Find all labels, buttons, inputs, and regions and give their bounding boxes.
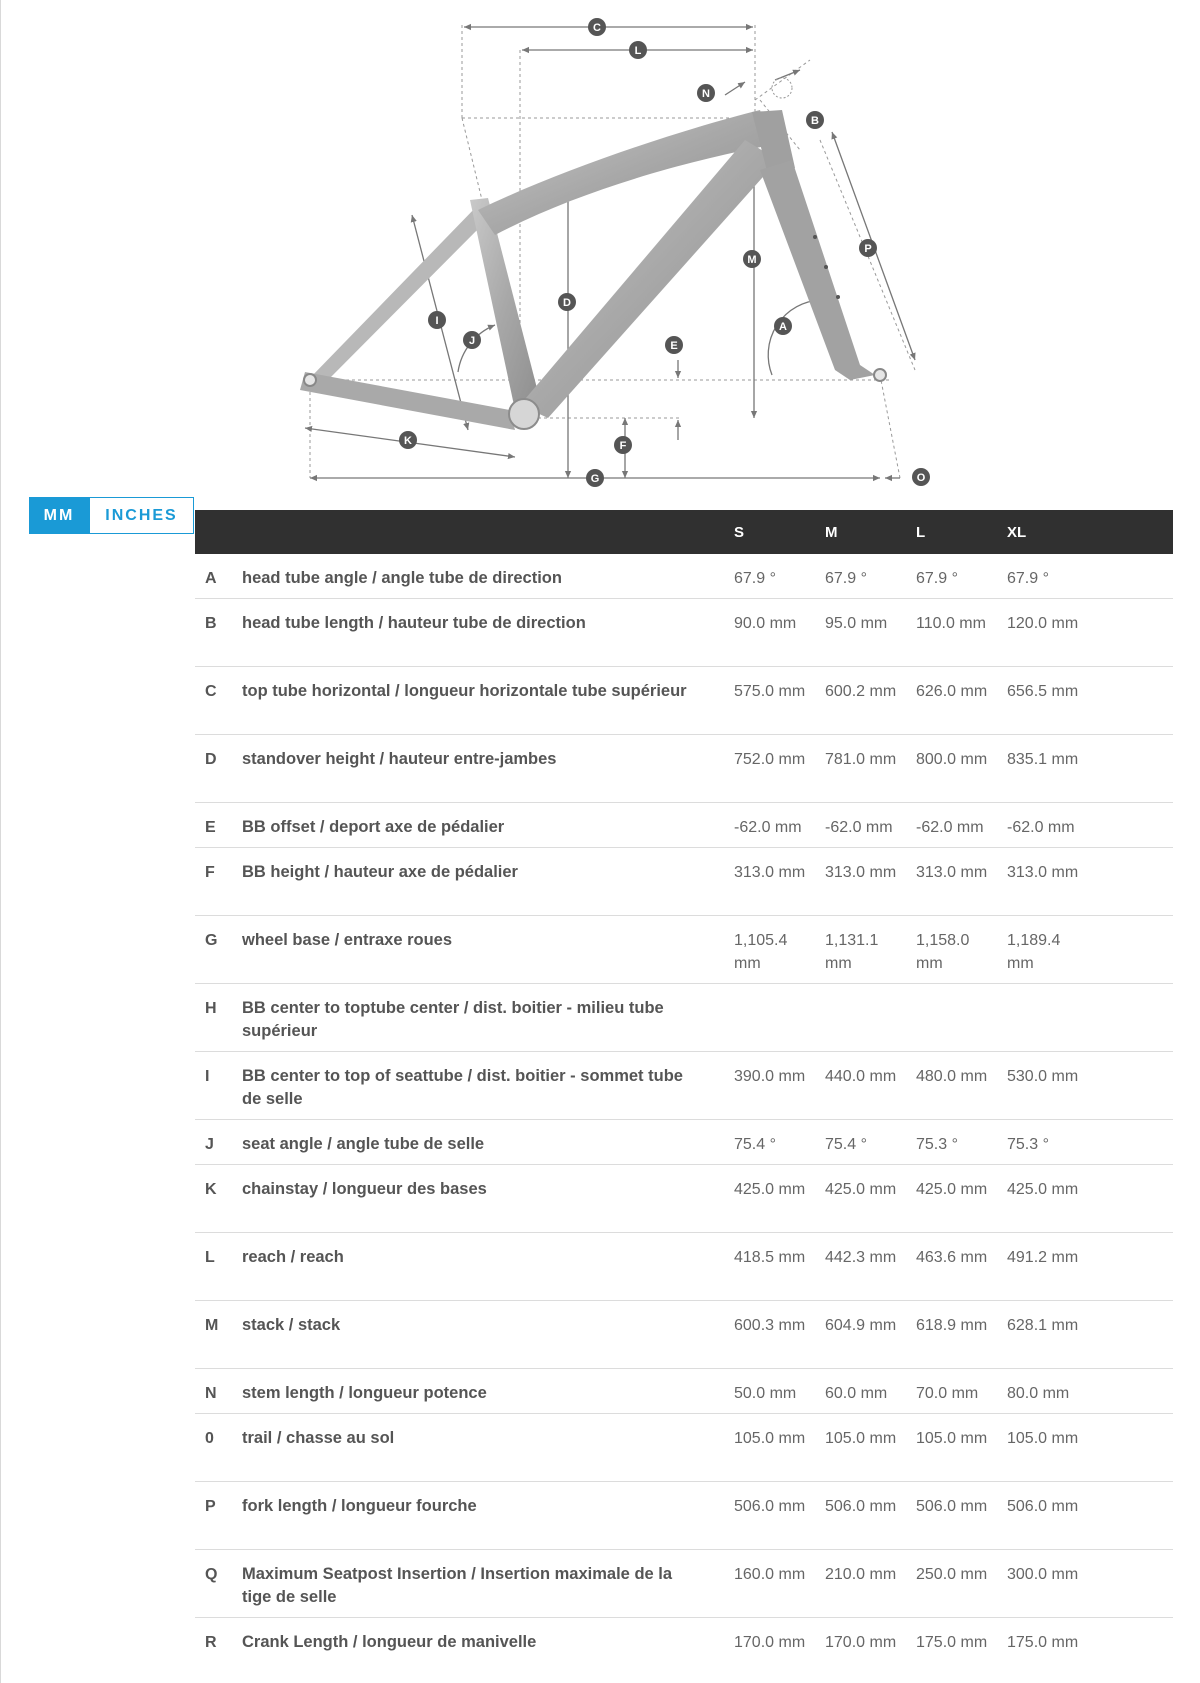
value-m: -62.0 mm <box>825 819 893 836</box>
value-xl: 80.0 mm <box>1007 1385 1070 1402</box>
value-l: 250.0 mm <box>916 1566 988 1583</box>
row-letter: Q <box>205 1566 218 1583</box>
value-l: 70.0 mm <box>916 1385 979 1402</box>
row-label: fork length / longueur fourche <box>242 1497 477 1515</box>
size-header-xl: XL <box>1007 523 1027 541</box>
row-letter: R <box>205 1634 217 1651</box>
value-xl: 491.2 mm <box>1007 1249 1079 1266</box>
table-row <box>195 1482 1173 1550</box>
svg-text:K: K <box>404 435 412 447</box>
row-letter: D <box>205 751 217 768</box>
value-xl: 67.9 ° <box>1007 570 1049 587</box>
reference-lines <box>310 25 915 478</box>
value-m: 105.0 mm <box>825 1430 897 1447</box>
value-s: -62.0 mm <box>734 819 802 836</box>
value-m: 95.0 mm <box>825 615 888 632</box>
svg-text:A: A <box>779 321 787 333</box>
svg-text:M: M <box>747 254 757 266</box>
value-l: 110.0 mm <box>916 615 986 632</box>
row-label: top tube horizontal / longueur horizontale tube supérieur <box>242 682 687 700</box>
value-s <box>734 997 825 1051</box>
frame-drawing <box>0 0 1200 490</box>
table-row <box>195 1120 1173 1165</box>
svg-text:E: E <box>670 340 678 352</box>
callout-l <box>629 41 647 59</box>
value-s: 600.3 mm <box>734 1317 806 1334</box>
frame-geometry-diagram <box>0 0 1200 490</box>
row-label: chainstay / longueur des bases <box>242 1180 487 1198</box>
row-letter: M <box>205 1317 219 1334</box>
value-l: 175.0 mm <box>916 1634 988 1651</box>
value-s: 90.0 mm <box>734 615 797 632</box>
value-s: 575.0 mm <box>734 683 806 700</box>
value-xl: 1,189.4 mm <box>1007 932 1061 972</box>
value-xl: 656.5 mm <box>1007 683 1079 700</box>
value-xl: 300.0 mm <box>1007 1566 1079 1583</box>
value-m: 781.0 mm <box>825 751 897 768</box>
value-m: 442.3 mm <box>825 1249 897 1266</box>
value-s: 105.0 mm <box>734 1430 806 1447</box>
callout-j <box>463 331 481 349</box>
value-l: 618.9 mm <box>916 1317 988 1334</box>
row-label: head tube length / hauteur tube de direction <box>242 614 586 632</box>
value-s: 160.0 mm <box>734 1566 806 1583</box>
svg-text:D: D <box>563 297 571 309</box>
value-m: 506.0 mm <box>825 1498 897 1515</box>
unit-inches-button[interactable]: INCHES <box>89 497 194 534</box>
unit-mm-button[interactable]: MM <box>29 497 89 534</box>
table-row <box>195 1618 1173 1683</box>
value-m: 1,131.1 mm <box>825 932 879 972</box>
svg-text:J: J <box>468 335 476 347</box>
value-l: 67.9 ° <box>916 570 958 587</box>
value-s: 313.0 mm <box>734 864 806 881</box>
table-row <box>195 1233 1173 1301</box>
value-l: 1,158.0 mm <box>916 932 970 972</box>
row-letter: I <box>205 1068 210 1085</box>
svg-text:L: L <box>634 45 642 57</box>
row-letter: G <box>205 932 218 949</box>
value-m: 313.0 mm <box>825 864 897 881</box>
value-s: 425.0 mm <box>734 1181 806 1198</box>
row-letter: 0 <box>205 1430 214 1447</box>
callout-i <box>428 311 446 329</box>
value-s: 390.0 mm <box>734 1068 806 1085</box>
value-l: 463.6 mm <box>916 1249 988 1266</box>
row-letter: J <box>205 1136 214 1153</box>
table-row <box>195 1369 1173 1414</box>
row-label: BB height / hauteur axe de pédalier <box>242 863 518 881</box>
row-label: seat angle / angle tube de selle <box>242 1135 485 1153</box>
value-xl: 530.0 mm <box>1007 1068 1079 1085</box>
dimension-lines <box>305 27 915 478</box>
value-xl: 75.3 ° <box>1007 1136 1049 1153</box>
value-s: 50.0 mm <box>734 1385 797 1402</box>
table-row <box>195 667 1173 735</box>
value-xl: 425.0 mm <box>1007 1181 1079 1198</box>
value-l: 506.0 mm <box>916 1498 988 1515</box>
row-label: BB center to top of seattube / dist. boitier - sommet tube de selle <box>242 1067 683 1108</box>
value-s: 752.0 mm <box>734 751 806 768</box>
value-xl: -62.0 mm <box>1007 819 1075 836</box>
value-xl: 105.0 mm <box>1007 1430 1079 1447</box>
callout-c <box>588 18 606 36</box>
value-m: 440.0 mm <box>825 1068 897 1085</box>
table-row <box>195 554 1173 599</box>
row-letter: C <box>205 683 217 700</box>
table-header <box>195 510 1173 554</box>
row-label: standover height / hauteur entre-jambes <box>242 750 557 768</box>
table-row <box>195 848 1173 916</box>
row-label: trail / chasse au sol <box>242 1429 395 1447</box>
row-letter: B <box>205 615 217 632</box>
callout-m <box>743 250 761 268</box>
row-letter: N <box>205 1385 217 1402</box>
callout-n <box>697 84 715 102</box>
row-letter: A <box>205 570 217 587</box>
value-l <box>916 997 1007 1051</box>
size-header-l: L <box>916 523 926 541</box>
row-label: reach / reach <box>242 1248 344 1266</box>
value-xl: 628.1 mm <box>1007 1317 1079 1334</box>
svg-text:F: F <box>619 440 627 452</box>
value-xl <box>1007 997 1098 1051</box>
value-l: 480.0 mm <box>916 1068 988 1085</box>
size-header-s: S <box>734 523 745 541</box>
table-row <box>195 984 1173 1052</box>
value-m: 60.0 mm <box>825 1385 888 1402</box>
row-letter: F <box>205 864 215 881</box>
value-xl: 120.0 mm <box>1007 615 1079 632</box>
row-label: Crank Length / longueur de manivelle <box>242 1633 537 1651</box>
value-l: 105.0 mm <box>916 1430 988 1447</box>
svg-text:P: P <box>864 243 872 255</box>
value-xl: 506.0 mm <box>1007 1498 1079 1515</box>
callout-d <box>558 293 576 311</box>
table-row <box>195 1052 1173 1120</box>
callout-e <box>665 336 683 354</box>
callout-f <box>614 436 632 454</box>
callout-g <box>586 469 604 487</box>
value-l: 425.0 mm <box>916 1181 988 1198</box>
table-row <box>195 599 1173 667</box>
value-l: 800.0 mm <box>916 751 988 768</box>
geometry-table <box>195 510 1173 1683</box>
value-xl: 313.0 mm <box>1007 864 1079 881</box>
value-l: 626.0 mm <box>916 683 988 700</box>
value-s: 170.0 mm <box>734 1634 806 1651</box>
row-letter: L <box>205 1249 215 1266</box>
value-l: 75.3 ° <box>916 1136 958 1153</box>
value-m <box>825 997 916 1051</box>
svg-text:O: O <box>916 472 926 484</box>
bike-frame <box>300 110 886 430</box>
table-row <box>195 803 1173 848</box>
row-label: BB center to toptube center / dist. boitier - milieu tube supérieur <box>242 999 664 1040</box>
value-m: 170.0 mm <box>825 1634 897 1651</box>
table-row <box>195 1165 1173 1233</box>
row-letter: E <box>205 819 216 836</box>
value-m: 75.4 ° <box>825 1136 867 1153</box>
row-label: head tube angle / angle tube de direction <box>242 569 562 587</box>
value-s: 75.4 ° <box>734 1136 776 1153</box>
unit-toggle <box>29 497 194 534</box>
table-row <box>195 1414 1173 1482</box>
svg-text:N: N <box>702 88 710 100</box>
callout-o <box>912 468 930 486</box>
row-label: wheel base / entraxe roues <box>242 931 453 949</box>
table-row <box>195 1550 1173 1618</box>
row-label: BB offset / deport axe de pédalier <box>242 818 505 836</box>
svg-text:G: G <box>590 473 600 485</box>
size-header-m: M <box>825 523 838 541</box>
row-label: stem length / longueur potence <box>242 1384 487 1402</box>
svg-text:B: B <box>811 115 819 127</box>
table-row <box>195 916 1173 984</box>
value-s: 1,105.4 mm <box>734 932 788 972</box>
callout-a <box>774 317 792 335</box>
row-letter: H <box>205 1000 217 1017</box>
callout-b <box>806 111 824 129</box>
svg-text:C: C <box>593 22 601 34</box>
value-m: 210.0 mm <box>825 1566 897 1583</box>
row-letter: P <box>205 1498 216 1515</box>
value-m: 67.9 ° <box>825 570 867 587</box>
table-body <box>195 554 1173 1683</box>
value-s: 506.0 mm <box>734 1498 806 1515</box>
callout-p <box>859 239 877 257</box>
head-tube-axis-marker <box>772 78 792 98</box>
row-letter: K <box>205 1181 217 1198</box>
value-s: 418.5 mm <box>734 1249 806 1266</box>
svg-text:I: I <box>435 315 439 327</box>
table-row <box>195 1301 1173 1369</box>
row-label: Maximum Seatpost Insertion / Insertion maximale de la tige de selle <box>242 1565 673 1606</box>
callout-k <box>399 431 417 449</box>
value-m: 604.9 mm <box>825 1317 897 1334</box>
value-l: -62.0 mm <box>916 819 984 836</box>
value-m: 425.0 mm <box>825 1181 897 1198</box>
row-label: stack / stack <box>242 1316 341 1334</box>
value-xl: 175.0 mm <box>1007 1634 1079 1651</box>
value-xl: 835.1 mm <box>1007 751 1079 768</box>
table-row <box>195 735 1173 803</box>
value-l: 313.0 mm <box>916 864 988 881</box>
value-s: 67.9 ° <box>734 570 776 587</box>
value-m: 600.2 mm <box>825 683 897 700</box>
